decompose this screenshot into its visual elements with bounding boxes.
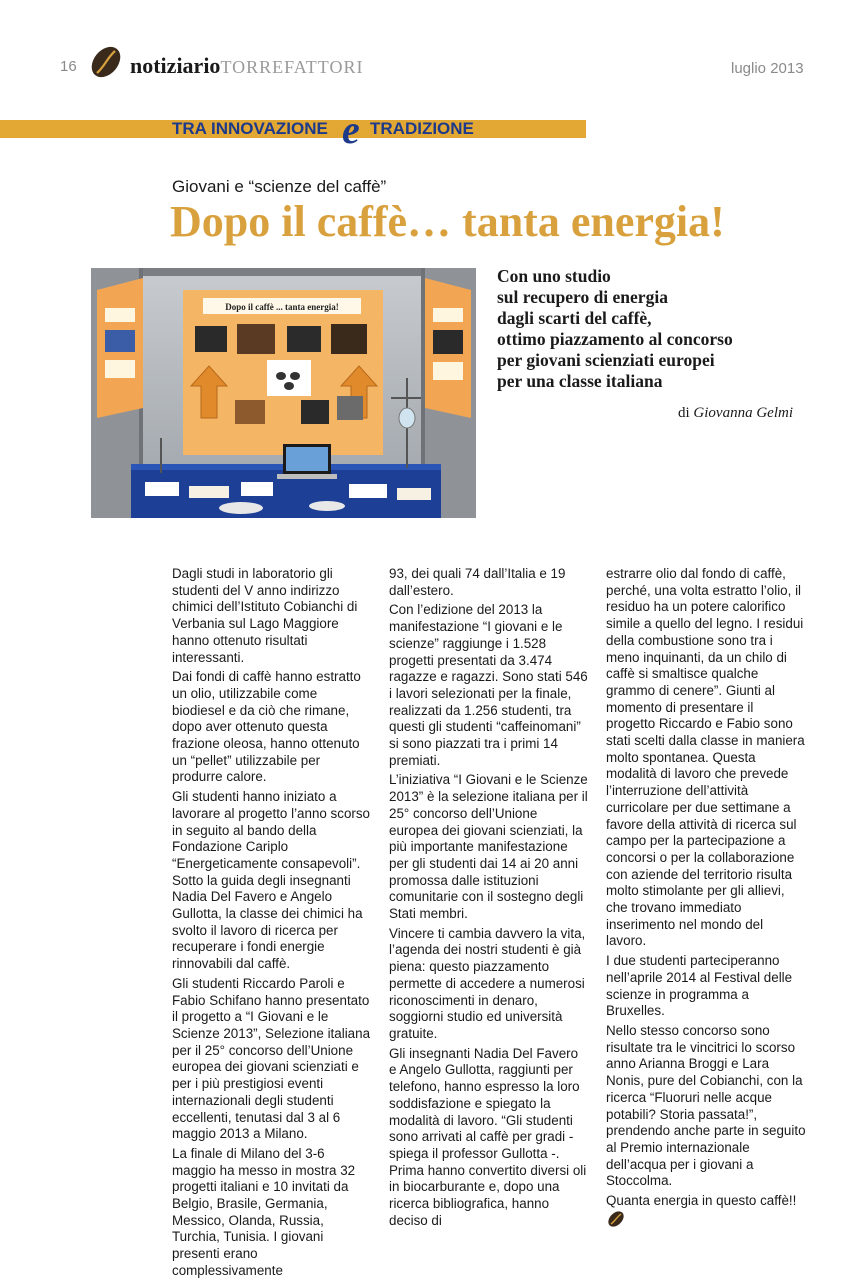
article-paragraph: L’iniziativa “I Giovani e le Scienze 2013” è la selezione italiana per il 25° concorso dell’Unione europea dei giovani scienziati, la più importante manifestazione per gli studenti dai 14 ai 20 anni promossa dalle istituzioni comunitarie con il sostegno degli Stati membri.: [389, 772, 588, 922]
article-byline: [678, 405, 793, 422]
article-paragraph: Dagli studi in laboratorio gli studenti del V anno indirizzo chimici dell’Istituto Cobianchi di Verbania sul Lago Maggiore hanno ottenuto risultati interessanti.: [172, 566, 358, 665]
standfirst-line: per giovani scienziati europei: [497, 350, 715, 370]
standfirst-line: sul recupero di energia: [497, 287, 668, 307]
article-column-3: [606, 566, 806, 1231]
closing-text: Quanta energia in questo caffè!!: [606, 1193, 797, 1209]
brand-logo-text: [130, 53, 363, 80]
brand-name-sub: TORREFATTORI: [220, 57, 364, 77]
standfirst-line: per una classe italiana: [497, 371, 663, 391]
article-column-1: [172, 566, 372, 1283]
end-coffee-bean-icon: [606, 1210, 626, 1228]
standfirst-line: dagli scarti del caffè,: [497, 308, 652, 328]
article-paragraph: Gli insegnanti Nadia Del Favero e Angelo Gullotta, raggiunti per telefono, hanno espresso la loro soddisfazione e spiegato la modalità di lavoro. “Gli studenti sono arrivati al caffè per gradi - spiega il professor Gullotta -. Prima hanno convertito diversi oli in biocarburante e, dopo una ricerca bibliografica, hanno deciso di: [389, 1045, 587, 1228]
article-paragraph: Nello stesso concorso sono risultate tra le vincitrici lo scorso anno Arianna Broggi e Lara Nonis, pure del Cobianchi, con la ricerca “Fluoruri nelle acque potabili? Storia passata!”, prendendo anche parte in seguito al Premio internazionale dell’acqua per i giovani a Stoccolma.: [606, 1022, 806, 1189]
article-paragraph: Gli studenti hanno iniziato a lavorare al progetto l’anno scorso in seguito al bando della Fondazione Cariplo “Energeticamente consapevoli”. Sotto la guida degli insegnanti Nadia Del Favero e Angelo Gullotta, la classe dei chimici ha svolto il lavoro di ricerca per recuperare i fondi energie rinnovabili dal caffè.: [172, 789, 370, 972]
article-paragraph: estrarre olio dal fondo di caffè, perché, una volta estratto l’olio, il residuo ha un potere calorifico simile a quello del legno. I residui della combustione sono tra i meno inquinanti, da un chilo di caffè si smaltisce qualche grammo di cenere”. Giunti al momento di presentare il progetto Riccardo e Fabio sono stati scelti dalla classe in maniera molto spontanea. Questa modalità di lavoro che prevede l’interruzione dell’attività curricolare per due settimane a favore della attività di ricerca sul campo per la partecipazione a concorsi o per la collaborazione con aziende del territorio risulta molto stimolante per gli allievi, che trovano immediato inserimento nel mondo del lavoro.: [606, 566, 805, 949]
byline-author: Giovanna Gelmi: [693, 405, 793, 421]
article-closing-line: [606, 1193, 806, 1228]
article-column-2: [389, 566, 589, 1232]
section-title-innovation: TRA INNOVAZIONE: [172, 119, 328, 138]
page-number: 16: [60, 58, 77, 75]
article-standfirst: [497, 266, 827, 392]
article-headline: Dopo il caffè… tanta energia!: [170, 197, 725, 246]
article-paragraph: Dai fondi di caffè hanno estratto un olio, utilizzabile come biodiesel e da ciò che rimane, dopo aver ottenuto questa frazione oleosa, hanno ottenuto un “pellet” utilizzabile per produrre calore.: [172, 669, 361, 785]
article-paragraph: 93, dei quali 74 dall’Italia e 19 dall’estero.: [389, 566, 566, 598]
coffee-bean-logo-icon: [88, 44, 124, 80]
section-title-conjunction: e: [342, 107, 360, 152]
exhibit-photo: [91, 268, 476, 518]
article-paragraph: La finale di Milano del 3-6 maggio ha messo in mostra 32 progetti italiani e 10 invitati da Belgio, Brasile, Germania, Messico, Olanda, Russia, Turchia, Tunisia. I giovani presenti erano complessivamente: [172, 1145, 356, 1278]
section-title-tradition: TRADIZIONE: [370, 119, 474, 138]
article-kicker: Giovani e “scienze del caffè”: [172, 177, 387, 196]
article-paragraph: I due studenti parteciperanno nell’aprile 2014 al Festival delle scienze in programma a Bruxelles.: [606, 953, 793, 1019]
photo-poster-title: Dopo il caffè ... tanta energia!: [225, 302, 339, 312]
exhibit-stand-illustration: [91, 268, 476, 518]
brand-name-main: notiziario: [130, 53, 221, 78]
standfirst-line: Con uno studio: [497, 266, 611, 286]
article-paragraph: Con l’edizione del 2013 la manifestazione “I giovani e le scienze” raggiunge i 1.528 progetti presentati da 3.474 ragazze e ragazzi. Sono stati 546 i lavori selezionati per la finale, realizzati da 1.256 studenti, tra questi gli studenti “caffeinomani” si sono piazzati tra i primi 14 premiati.: [389, 602, 588, 768]
standfirst-line: ottimo piazzamento al concorso: [497, 329, 733, 349]
article-paragraph: Vincere ti cambia davvero la vita, l’agenda dei nostri studenti è già piena: questo piazzamento permette di accedere a numerosi riconoscimenti in denaro, soggiorni studio ed università gratuite.: [389, 925, 586, 1041]
article-paragraph: Gli studenti Riccardo Paroli e Fabio Schifano hanno presentato il progetto a “I Giovani e le Scienze 2013”, Selezione italiana per il 25° concorso dell’Unione europea dei giovani scienziati e per i più prestigiosi eventi internazionali degli studenti eccellenti, tenutasi dal 3 al 6 maggio 2013 a Milano.: [172, 975, 371, 1142]
byline-prefix: di: [678, 405, 690, 421]
issue-date: luglio 2013: [731, 60, 804, 77]
